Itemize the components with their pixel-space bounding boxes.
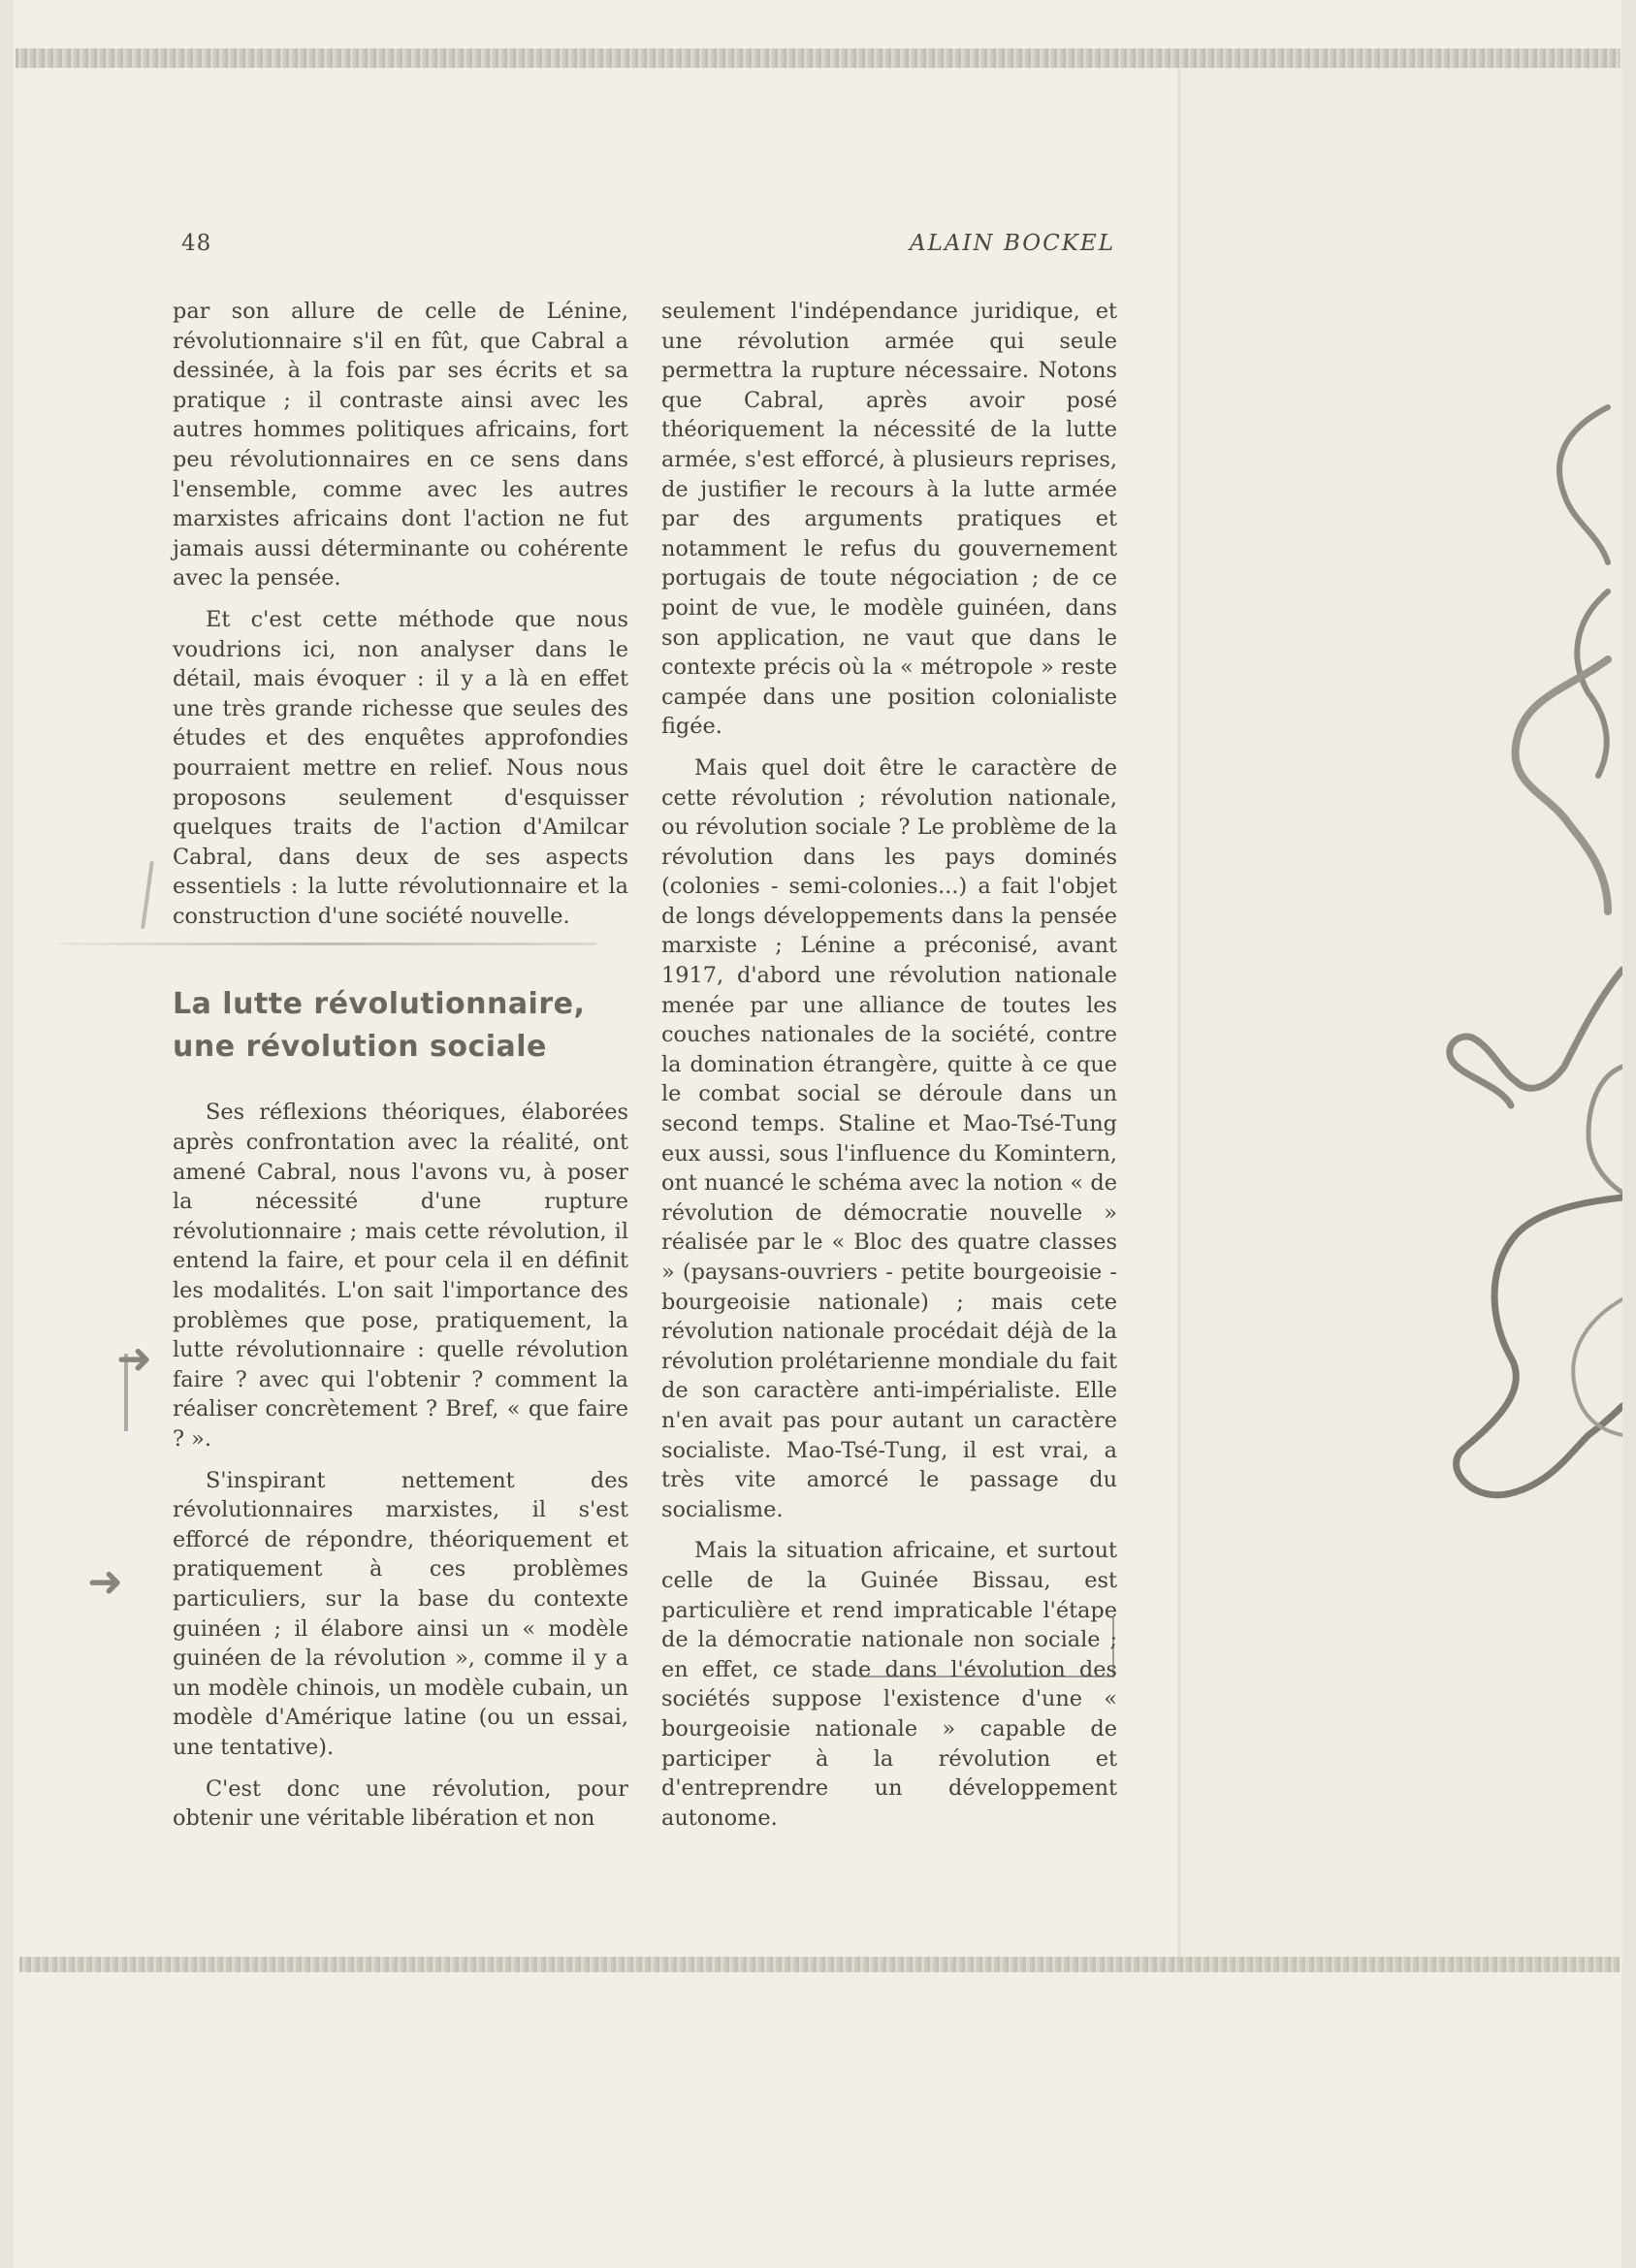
section-heading-line-1: La lutte révolutionnaire, (173, 987, 586, 1022)
bottom-scan-band (19, 1957, 1620, 1972)
sketch-drawing (1181, 368, 1622, 1668)
paragraph: par son allure de celle de Lénine, révolutionnaire s'il en fût, que Cabral a dessinée, à la fois par ses écrits et sa pratique ; il contraste ainsi avec les autres hommes politiques africains, fort peu révolutionnaires en ce sens dans l'ensemble, comme avec les autres marxistes africains dont l'action ne fut jamais aussi déterminante ou cohérente avec la pensée. (173, 299, 628, 591)
paragraph: Mais la situation africaine, et surtout celle de la Guinée Bissau, est particulière et rend impraticable l'étape de la démocratie nationale non sociale ; en effet, ce stade dans l'évolution des sociétés suppose l'existence d'une « bourgeoisie nationale » capable de participer à la révolution et d'entreprendre un développement autonome. (661, 1538, 1117, 1831)
running-head-author: ALAIN BOCKEL (909, 231, 1115, 256)
lower-blank-area (19, 1972, 1620, 2268)
paragraph: Mais quel doit être le caractère de cette révolution ; révolution nationale, ou révolution sociale ? Le problème de la révolution dans les pays dominés (colonies - semi-colonies...) a fait l'objet de longs développements dans la pensée marxiste ; Lénine a préconisé, avant 1917, d'abord une révolution nationale menée par une alliance de toutes les couches nationales de la société, contre la domination étrangère, quitte à ce que le combat social se déroule dans un second temps. Staline et Mao-Tsé-Tung eux aussi, sous l'influence du Komintern, ont nuancé le schéma avec la notion « de révolution de démocratie nouvelle » réalisée par le « Bloc des quatre classes » (paysans-ouvriers - petite bourgeoisie - bourgeoisie nationale) ; mais cete révolution nationale procédait déjà de la révolution prolétarienne mondiale du fait de son caractère anti-impérialiste. Elle n'en avait pas pour autant un caractère socialiste. Mao-Tsé-Tung, il est vrai, a très vite amorcé le passage du socialisme. (661, 754, 1117, 1522)
paragraph: S'inspirant nettement des révolutionnaires marxistes, il s'est efforcé de répondre, théoriquement et pratiquement à ces problèmes particuliers, sur la base du contexte guinéen ; il élabore ainsi un « modèle guinéen de la révolution », comme il y a un modèle chinois, un modèle cubain, un modèle d'Amérique latine (ou un essai, une tentative). (173, 1467, 628, 1760)
pencil-rule-mark (58, 942, 596, 945)
pencil-arrow-icon: ➜ (87, 1557, 123, 1607)
page-number: 48 (181, 231, 212, 256)
paragraph: Ses réflexions théoriques, élaborées après confrontation avec la réalité, ont amené Cabral, nous l'avons vu, à poser la nécessité d'une rupture révolutionnaire ; mais cette révolution, il entend la faire, et pour cela il en définit les modalités. L'on sait l'importance des problèmes que pose, pratiquement, la lutte révolutionnaire : quelle révolution faire ? avec qui l'obtenir ? comment la réaliser concrètement ? Bref, « que faire ? ». (173, 1100, 628, 1452)
paragraph: C'est donc une révolution, pour obtenir une véritable libération et non (173, 1775, 628, 1832)
left-column (173, 297, 628, 1845)
pencil-underline-mark (858, 1617, 1114, 1677)
top-scan-band (16, 48, 1620, 68)
section-heading (173, 983, 628, 1069)
section-heading-line-2: une révolution sociale (173, 1030, 547, 1065)
pencil-arrow-icon: ➜ (116, 1334, 152, 1384)
paragraph: seulement l'indépendance juridique, et une révolution armée qui seule permettra la rupture nécessaire. Notons que Cabral, après avoir posé théoriquement la nécessité de la lutte armée, s'est efforcé, à plusieurs reprises, de justifier le recours à la lutte armée par des arguments pratiques et notamment le refus du gouvernement portugais de toute négociation ; de ce point de vue, le modèle guinéen, dans son application, ne vaut que dans le contexte précis où la « métropole » reste campée dans une position colonialiste figée. (661, 299, 1117, 740)
right-column (661, 297, 1117, 1844)
paragraph: Et c'est cette méthode que nous voudrions ici, non analyser dans le détail, mais évoquer : il y a là en effet une très grande richesse que seules des études et des enquêtes approfondies pourraient mettre en relief. Nous nous proposons seulement d'esquisser quelques traits de l'action d'Amilcar Cabral, dans deux de ses aspects essentiels : la lutte révolutionnaire et la construction d'une société nouvelle. (173, 606, 628, 929)
